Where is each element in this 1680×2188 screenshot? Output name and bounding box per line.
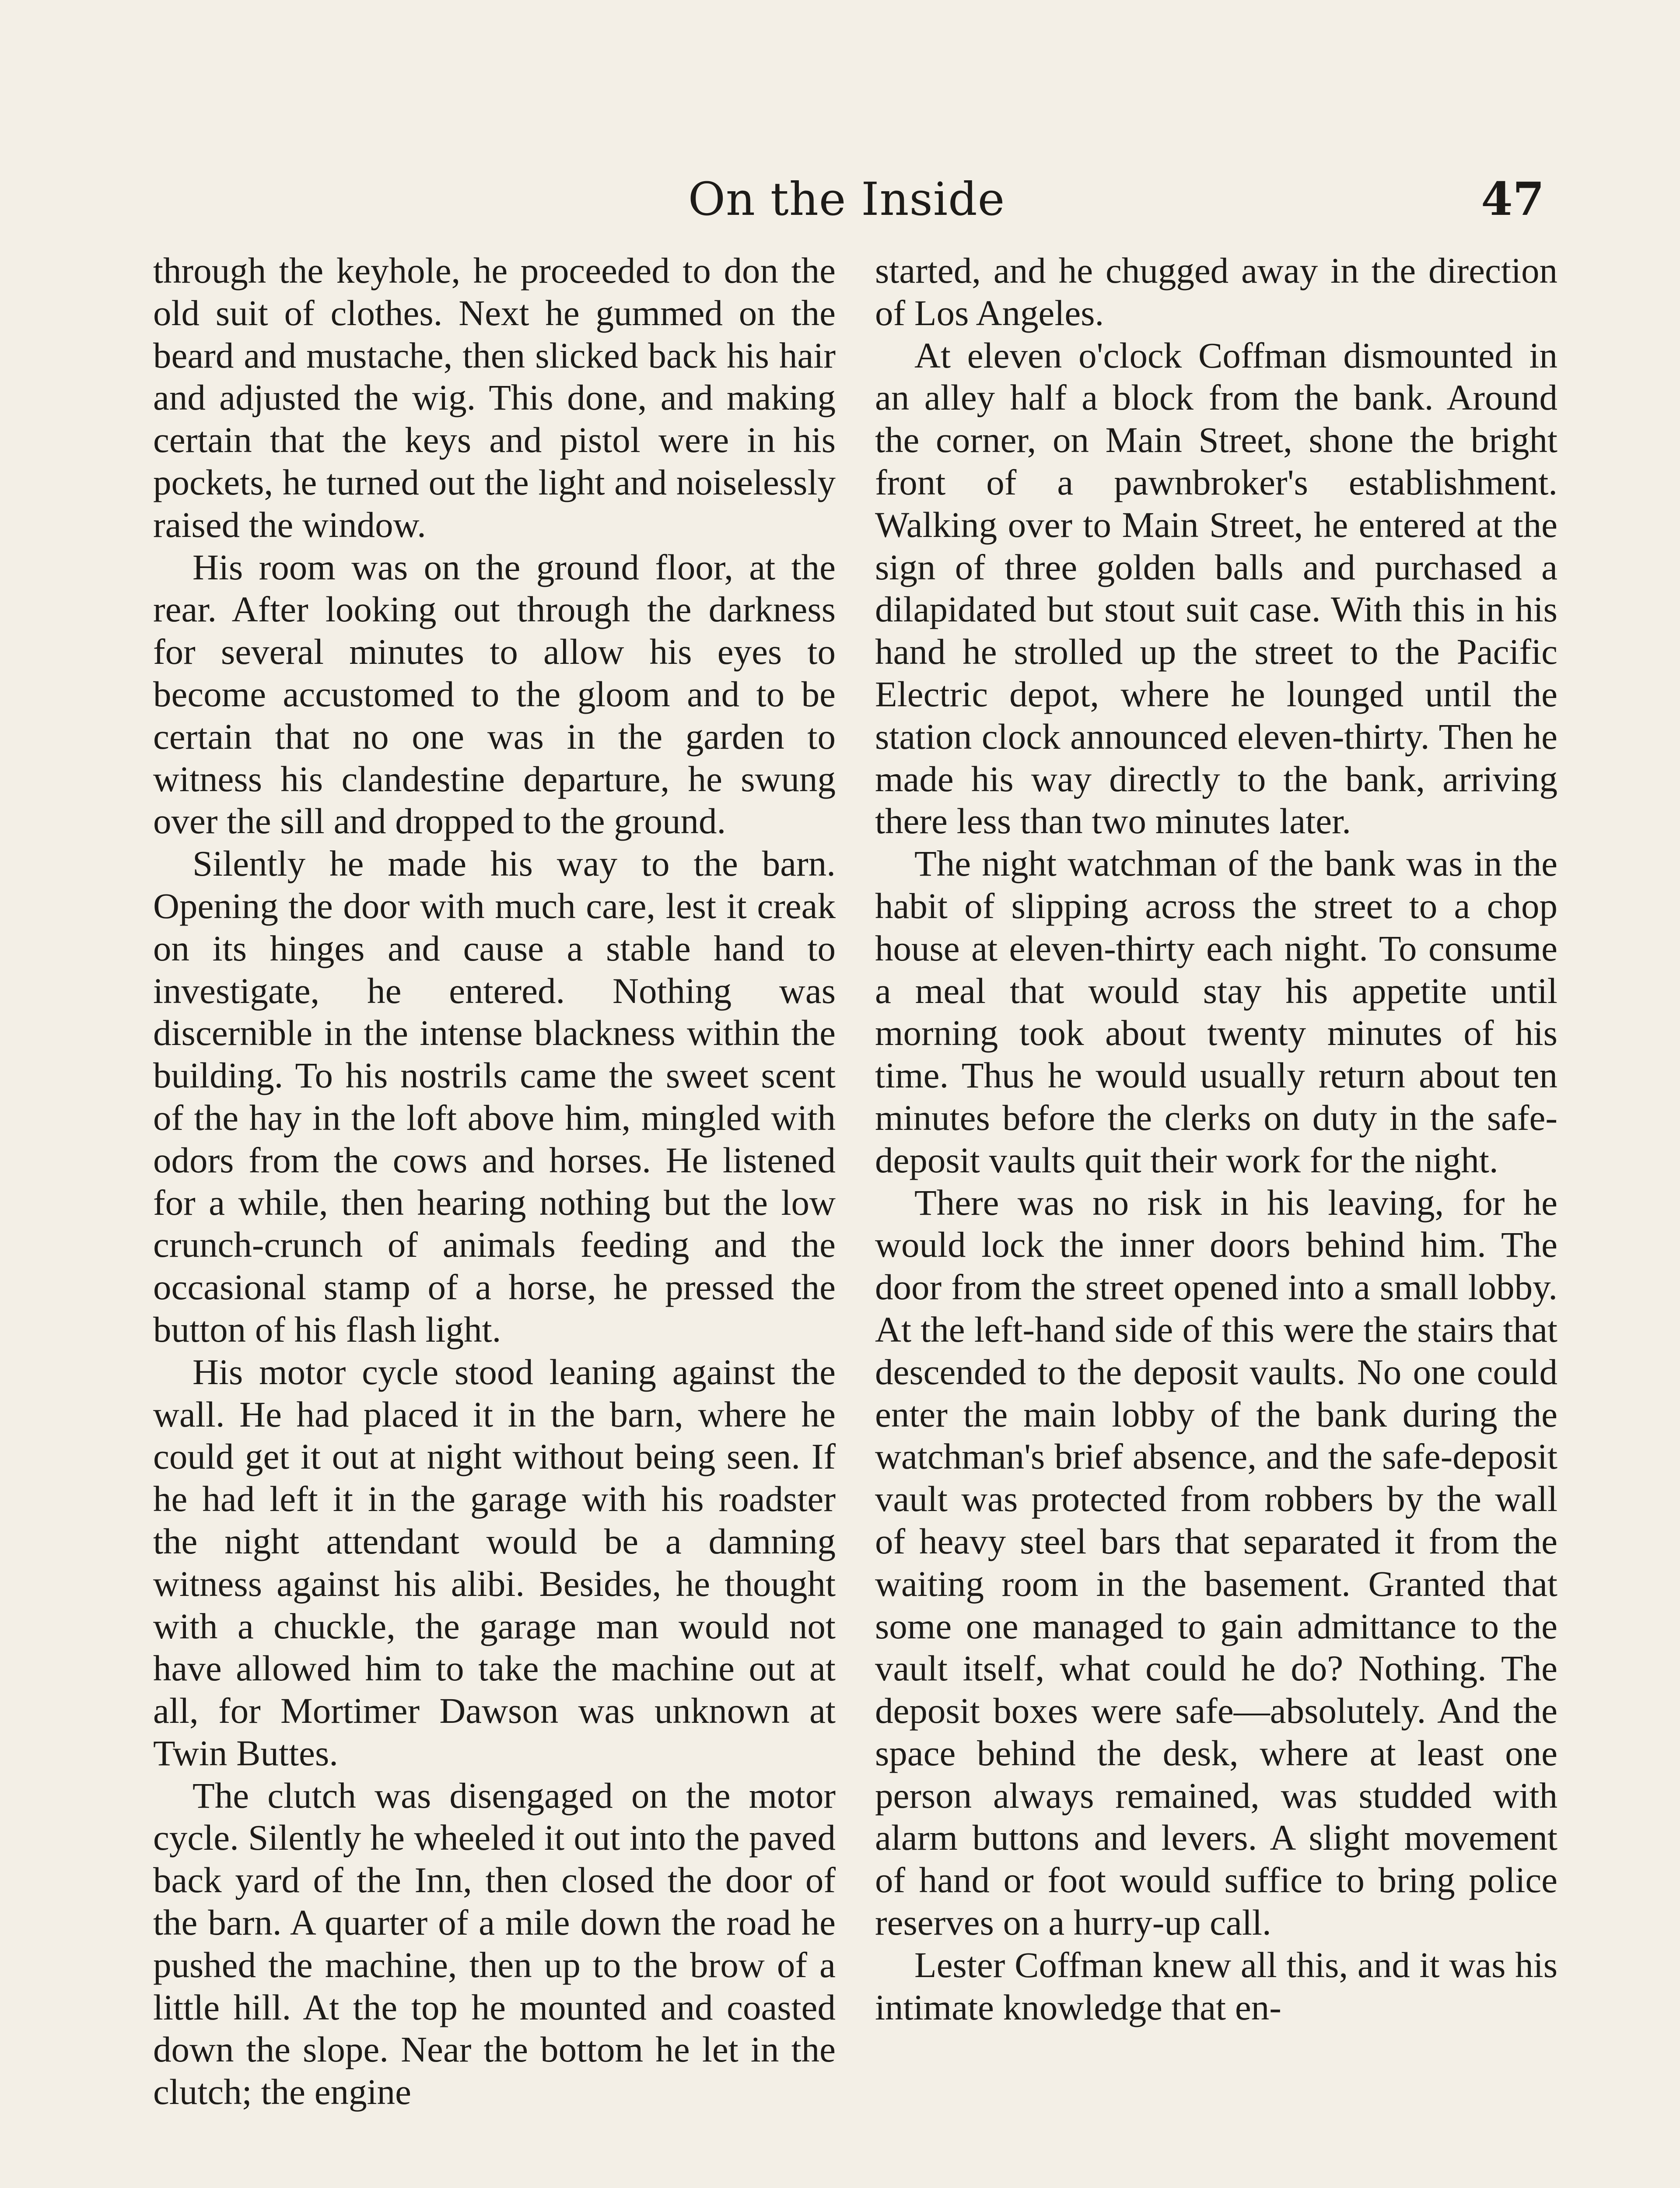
paragraph: His motor cycle stood leaning against the wall. He had placed it in the barn, where he could get it out at night without being seen. If he had left it in the garage with his roadster the night attendant would be a damning witness against his alibi. Besides, he thought with a chuckle, the garage man would not have allowed him to take the machine out at all, for Mortimer Dawson was unknown at Twin Buttes. bbox=[153, 1351, 836, 1773]
left-column bbox=[153, 249, 836, 2113]
right-column bbox=[875, 249, 1558, 2028]
paragraph: His room was on the ground floor, at the rear. After looking out through the darkness for several minutes to allow his eyes to become accustomed to the gloom and to be certain that no one was in the garden to witness his clandestine departure, he swung over the sill and dropped to the ground. bbox=[153, 547, 836, 842]
paragraph: started, and he chugged away in the direction of Los Angeles. bbox=[875, 250, 1558, 333]
running-title: On the Inside bbox=[688, 172, 1005, 226]
paragraph: Silently he made his way to the barn. Opening the door with much care, lest it creak on its hinges and cause a stable hand to investigate, he entered. Nothing was discernible in the intense blackness within the building. To his nostrils came the sweet scent of the hay in the loft above him, mingled with odors from the cows and horses. He listened for a while, then hearing nothing but the low crunch-crunch of animals feeding and the occasional stamp of a horse, he pressed the button of his flash light. bbox=[153, 843, 836, 1350]
running-header bbox=[149, 166, 1544, 232]
paragraph: Lester Coffman knew all this, and it was his intimate knowledge that en- bbox=[875, 1944, 1558, 2027]
paragraph: The clutch was disengaged on the motor cycle. Silently he wheeled it out into the paved back yard of the Inn, then closed the door of the barn. A quarter of a mile down the road he pushed the machine, then up to the brow of a little hill. At the top he mounted and coasted down the slope. Near the bottom he let in the clutch; the engine bbox=[153, 1775, 836, 2112]
paragraph: The night watchman of the bank was in the habit of slipping across the street to a chop house at eleven-thirty each night. To consume a meal that would stay his appetite until morning took about twenty minutes of his time. Thus he would usually return about ten minutes before the clerks on duty in the safe-deposit vaults quit their work for the night. bbox=[875, 843, 1558, 1180]
paragraph: There was no risk in his leaving, for he would lock the inner doors behind him. The door from the street opened into a small lobby. At the left-hand side of this were the stairs that descended to the deposit vaults. No one could enter the main lobby of the bank during the watchman's brief absence, and the safe-deposit vault was protected from robbers by the wall of heavy steel bars that separated it from the waiting room in the basement. Granted that some one managed to gain admittance to the vault itself, what could he do? Nothing. The deposit boxes were safe—absolutely. And the space behind the desk, where at least one person always remained, was studded with alarm buttons and levers. A slight movement of hand or foot would suffice to bring police reserves on a hurry-up call. bbox=[875, 1182, 1558, 1943]
paragraph: through the keyhole, he proceeded to don the old suit of clothes. Next he gummed on the beard and mustache, then slicked back his hair and adjusted the wig. This done, and making certain that the keys and pistol were in his pockets, he turned out the light and noiselessly raised the window. bbox=[153, 250, 836, 545]
page-number: 47 bbox=[1481, 172, 1544, 226]
paragraph: At eleven o'clock Coffman dismounted in an alley half a block from the bank. Around the corner, on Main Street, shone the bright front of a pawnbroker's establishment. Walking over to Main Street, he entered at the sign of three golden balls and purchased a dilapidated but stout suit case. With this in his hand he strolled up the street to the Pacific Electric depot, where he lounged until the station clock announced eleven-thirty. Then he made his way directly to the bank, arriving there less than two minutes later. bbox=[875, 335, 1558, 842]
